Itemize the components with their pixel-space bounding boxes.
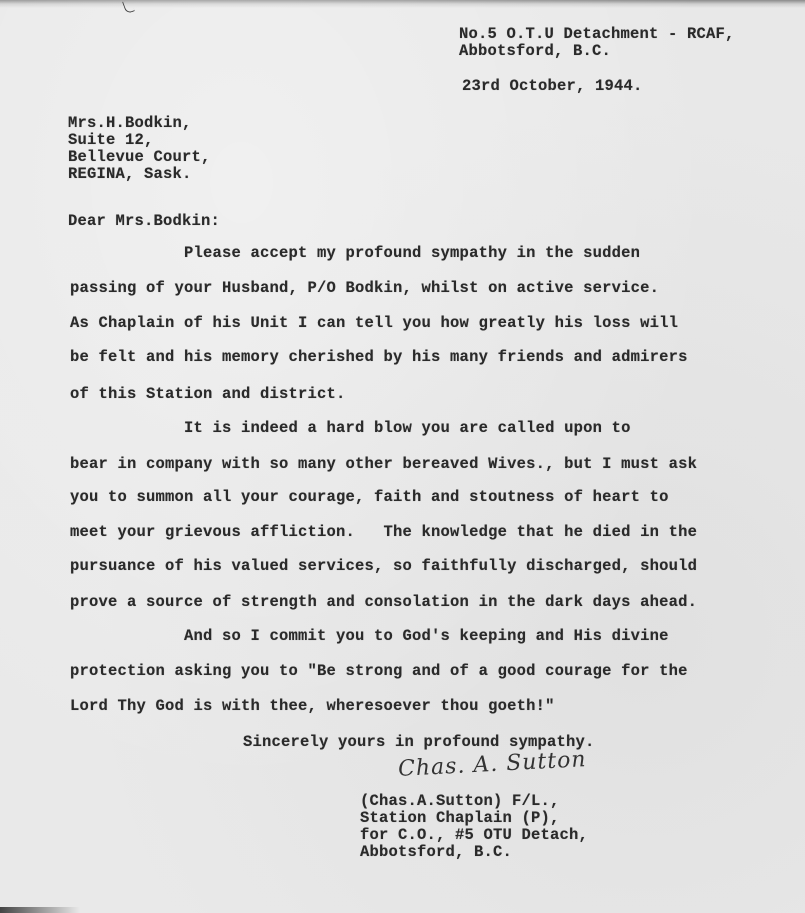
body-line: And so I commit you to God's keeping and His divine (70, 627, 669, 645)
signer-title: Station Chaplain (P), (360, 809, 560, 827)
body-line: prove a source of strength and consolation in the dark days ahead. (70, 593, 698, 611)
body-line: As Chaplain of his Unit I can tell you how greatly his loss will (70, 314, 679, 332)
body-line: bear in company with so many other bereaved Wives., but I must ask (70, 455, 698, 473)
closing: Sincerely yours in profound sympathy. (243, 733, 595, 751)
body-line: pursuance of his valued services, so faithfully discharged, should (70, 557, 698, 575)
body-line: It is indeed a hard blow you are called upon to (70, 419, 631, 437)
pen-mark (122, 0, 135, 14)
body-line: meet your grievous affliction. The knowledge that he died in the (70, 523, 698, 541)
body-line: Please accept my profound sympathy in the sudden (70, 244, 641, 262)
scan-edge-shadow (0, 907, 80, 913)
body-line: passing of your Husband, P/O Bodkin, whilst on active service. (70, 279, 660, 297)
body-line: Lord Thy God is with thee, wheresoever thou goeth!" (70, 697, 555, 715)
recipient-building: Bellevue Court, (68, 148, 211, 166)
recipient-suite: Suite 12, (68, 131, 154, 149)
signer-unit: for C.O., #5 OTU Detach, (360, 826, 589, 844)
body-line: be felt and his memory cherished by his many friends and admirers (70, 348, 688, 366)
header-location: Abbotsford, B.C. (459, 42, 612, 60)
body-line: protection asking you to "Be strong and of a good courage for the (70, 662, 688, 680)
handwritten-signature: Chas. A. Sutton (397, 747, 588, 782)
body-line: of this Station and district. (70, 385, 346, 403)
recipient-name: Mrs.H.Bodkin, (68, 114, 192, 132)
letter-date: 23rd October, 1944. (462, 77, 643, 95)
header-unit: No.5 O.T.U Detachment - RCAF, (459, 25, 735, 43)
salutation: Dear Mrs.Bodkin: (68, 212, 221, 230)
signer-location: Abbotsford, B.C. (360, 843, 513, 861)
signer-name: (Chas.A.Sutton) F/L., (360, 792, 560, 810)
body-line: you to summon all your courage, faith and stoutness of heart to (70, 488, 669, 506)
recipient-city: REGINA, Sask. (68, 165, 192, 183)
